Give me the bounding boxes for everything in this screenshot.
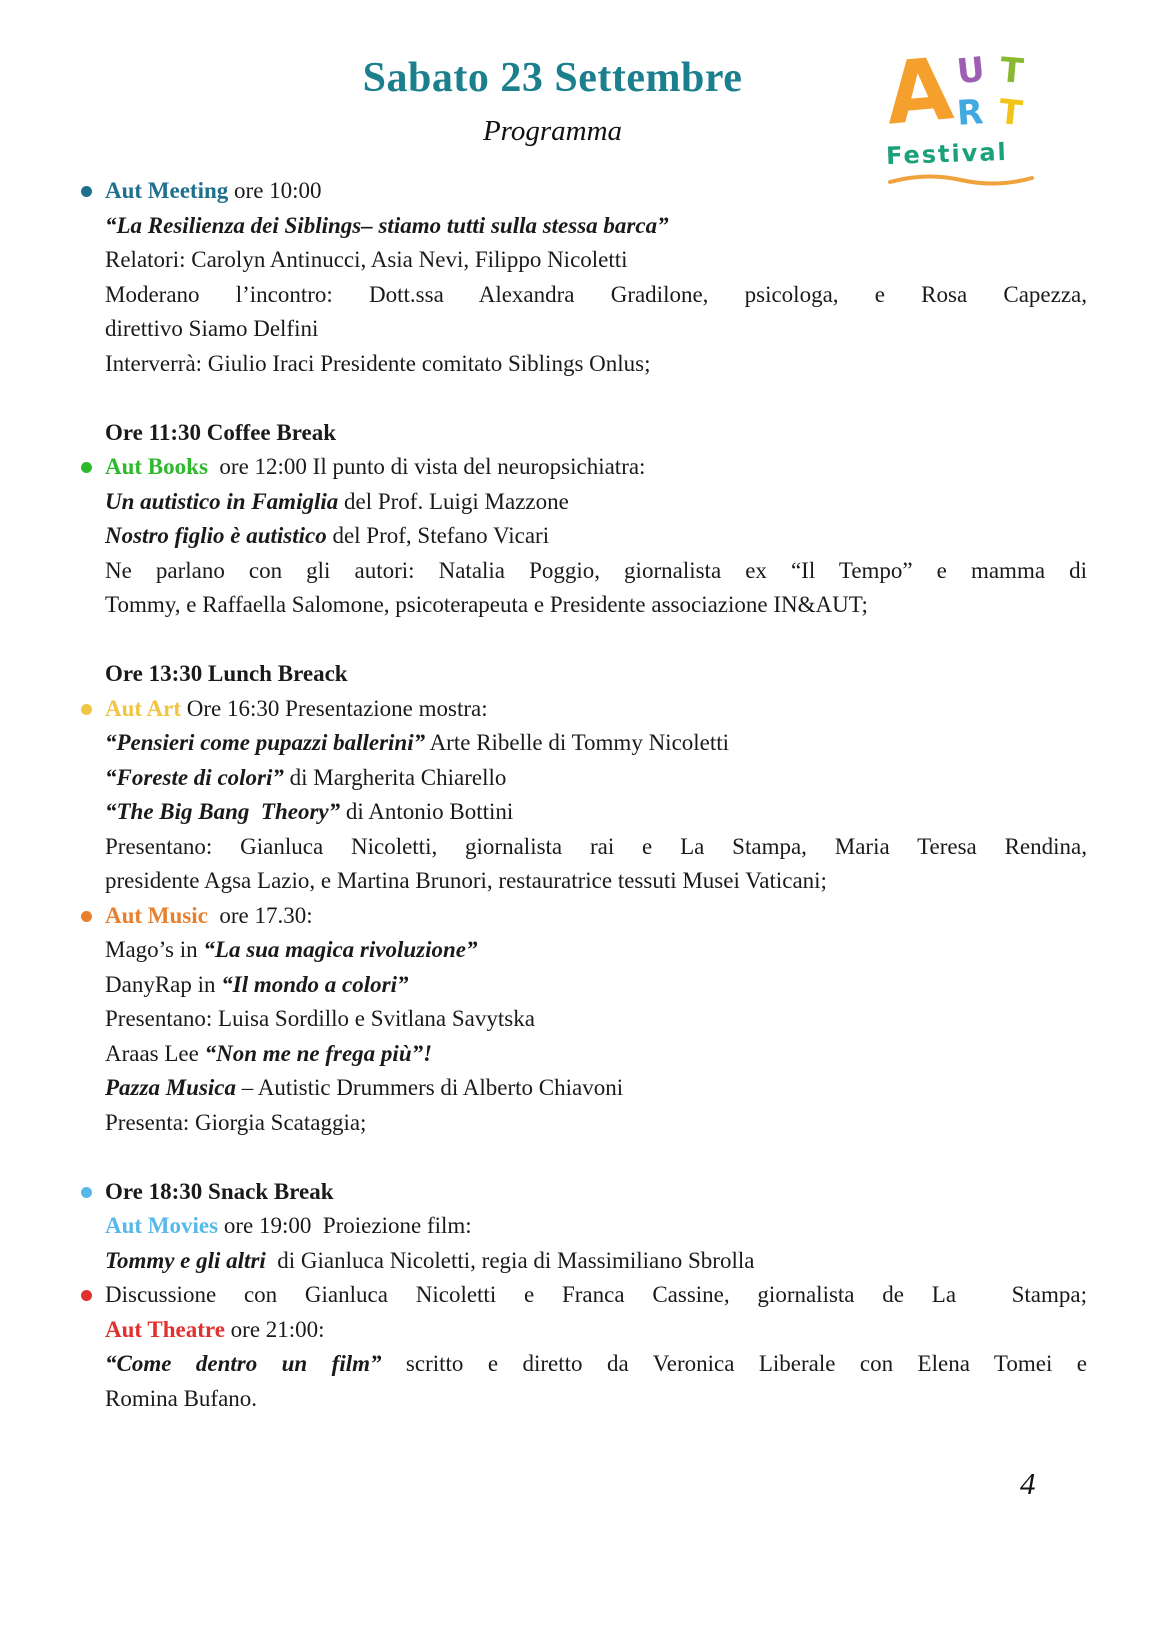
text-span: ore 19:00 Proiezione film: [218,1213,472,1239]
text-span: Aut Movies [105,1213,219,1239]
text-span: Aut Books [105,454,208,480]
text-span: ore 21:00: [224,1316,325,1342]
program-line [105,1209,1087,1244]
text-span: Romina Bufano. [105,1385,258,1411]
program-line [105,1175,1087,1210]
bullet-icon [81,1187,92,1198]
text-span: ore 10:00 [228,178,322,204]
text-span: Arte Ribelle di Tommy Nicoletti [425,730,730,756]
text-span: Relatori: Carolyn Antinucci, Asia Nevi, Filippo Nicoletti [105,247,628,273]
text-span: Presenta: Giorgia Scataggia; [105,1109,367,1135]
text-span: Araas Lee [105,1040,205,1066]
program-line [105,1071,1087,1106]
program-line [105,761,1087,796]
program-line [105,726,1087,761]
text-span: Tommy, e Raffaella Salomone, psicoterapeuta e Presidente associazione IN&AUT; [105,592,868,618]
text-span: Moderano l’incontro: Dott.ssa Alexandra Gradilone, psicologa, e Rosa Capezza, [105,281,1087,307]
program-line [105,1002,1087,1037]
text-span: Un autistico in Famiglia [105,488,339,514]
program-line [105,1347,1087,1382]
logo-letter-a-icon: A [881,39,957,145]
program-line [105,692,1087,727]
text-span: “Non me ne frega più”! [204,1040,433,1066]
text-span: Nostro figlio è autistico [105,523,327,549]
text-span: “Come dentro un film” [105,1351,382,1377]
page-number: 4 [1020,1466,1036,1501]
program-line [105,864,1087,899]
program-line [105,243,1087,278]
logo-letter-grid [954,49,1026,138]
program-line [105,1244,1087,1279]
text-span: – Autistic Drummers di Alberto Chiavoni [236,1075,624,1101]
text-span: Ore 16:30 Presentazione mostra: [181,695,488,721]
page-title: Sabato 23 Settembre [362,55,743,101]
program-line [105,899,1087,934]
text-span: Presentano: Luisa Sordillo e Svitlana Savytska [105,1006,535,1032]
program-line [105,174,1087,209]
program-line [105,657,1087,692]
text-span: Aut Music [105,902,208,928]
text-span: direttivo Siamo Delfini [105,316,319,342]
text-span: Aut Art [105,695,182,721]
logo-row-2 [955,91,1024,138]
program-line [105,450,1087,485]
text-span: Ne parlano con gli autori: Natalia Poggio, giornalista ex “Il Tempo” e mamma di [105,557,1087,583]
program-line [105,209,1087,244]
program-line [105,1037,1087,1072]
program-line [105,347,1087,382]
text-span: di Gianluca Nicoletti, regia di Massimiliano Sbrolla [265,1247,755,1273]
text-span: presidente Agsa Lazio, e Martina Brunori, restauratrice tessuti Musei Vaticani; [105,868,827,894]
program-line [105,485,1087,520]
logo-festival-label: Festival [885,137,1009,171]
program-line [105,830,1087,865]
program-list [105,174,1087,1416]
program-line [105,1106,1087,1141]
program-line [105,1382,1087,1417]
logo-letter-icon: T [996,91,1024,135]
text-span: Aut Meeting [105,178,229,204]
text-span: Ore 18:30 Snack Break [105,1178,334,1204]
text-span: Discussione con Gianluca Nicoletti e Franca Cassine, giornalista de La Stampa; [105,1282,1087,1308]
text-span: Mago’s in [105,937,204,963]
bullet-icon [81,462,92,473]
bullet-icon [81,1290,92,1301]
text-span: DanyRap in [105,971,222,997]
text-span: “Il mondo a colori” [221,971,409,997]
text-span: del Prof, Stefano Vicari [326,523,550,549]
text-span: “La sua magica rivoluzione” [203,937,478,963]
bullet-icon [81,186,92,197]
text-span: del Prof. Luigi Mazzone [338,488,569,514]
program-line [105,588,1087,623]
logo-row-1 [954,49,1026,96]
text-span: ore 17.30: [207,902,313,928]
program-line [105,416,1087,451]
program-line [105,933,1087,968]
page-subtitle: Programma [482,115,623,148]
festival-logo [881,39,1056,188]
text-span: “Pensieri come pupazzi ballerini” [105,730,426,756]
logo-letter-icon: U [954,49,987,93]
text-span: di Antonio Bottini [340,799,514,825]
text-span: “Foreste di colori” [105,764,284,790]
text-span: Pazza Musica [105,1075,236,1101]
logo-letter-icon: R [955,92,985,134]
program-line [105,278,1087,313]
text-span: di Margherita Chiarello [283,764,507,790]
program-line [105,554,1087,589]
bullet-icon [81,704,92,715]
logo-letter-icon: T [998,50,1026,92]
text-span: “La Resilienza dei Siblings– stiamo tutti sulla stessa barca” [105,212,669,238]
program-line [105,312,1087,347]
text-span: scritto e diretto da Veronica Liberale con Elena Tomei e [381,1351,1087,1377]
text-span: Ore 13:30 Lunch Breack [105,661,348,687]
program-line [105,968,1087,1003]
text-span: Aut Theatre [105,1316,225,1342]
program-line [105,795,1087,830]
program-line [105,1278,1087,1313]
program-line [105,519,1087,554]
text-span: Tommy e gli altri [105,1247,266,1273]
text-span: Presentano: Gianluca Nicoletti, giornalista rai e La Stampa, Maria Teresa Rendina, [105,833,1087,859]
program-line [105,1313,1087,1348]
logo-letters [881,39,1056,145]
bullet-icon [81,911,92,922]
text-span: ore 12:00 Il punto di vista del neuropsichiatra: [207,454,646,480]
text-span: Interverrà: Giulio Iraci Presidente comitato Siblings Onlus; [105,350,651,376]
text-span: “The Big Bang Theory” [105,799,341,825]
text-span: Ore 11:30 Coffee Break [105,419,337,445]
